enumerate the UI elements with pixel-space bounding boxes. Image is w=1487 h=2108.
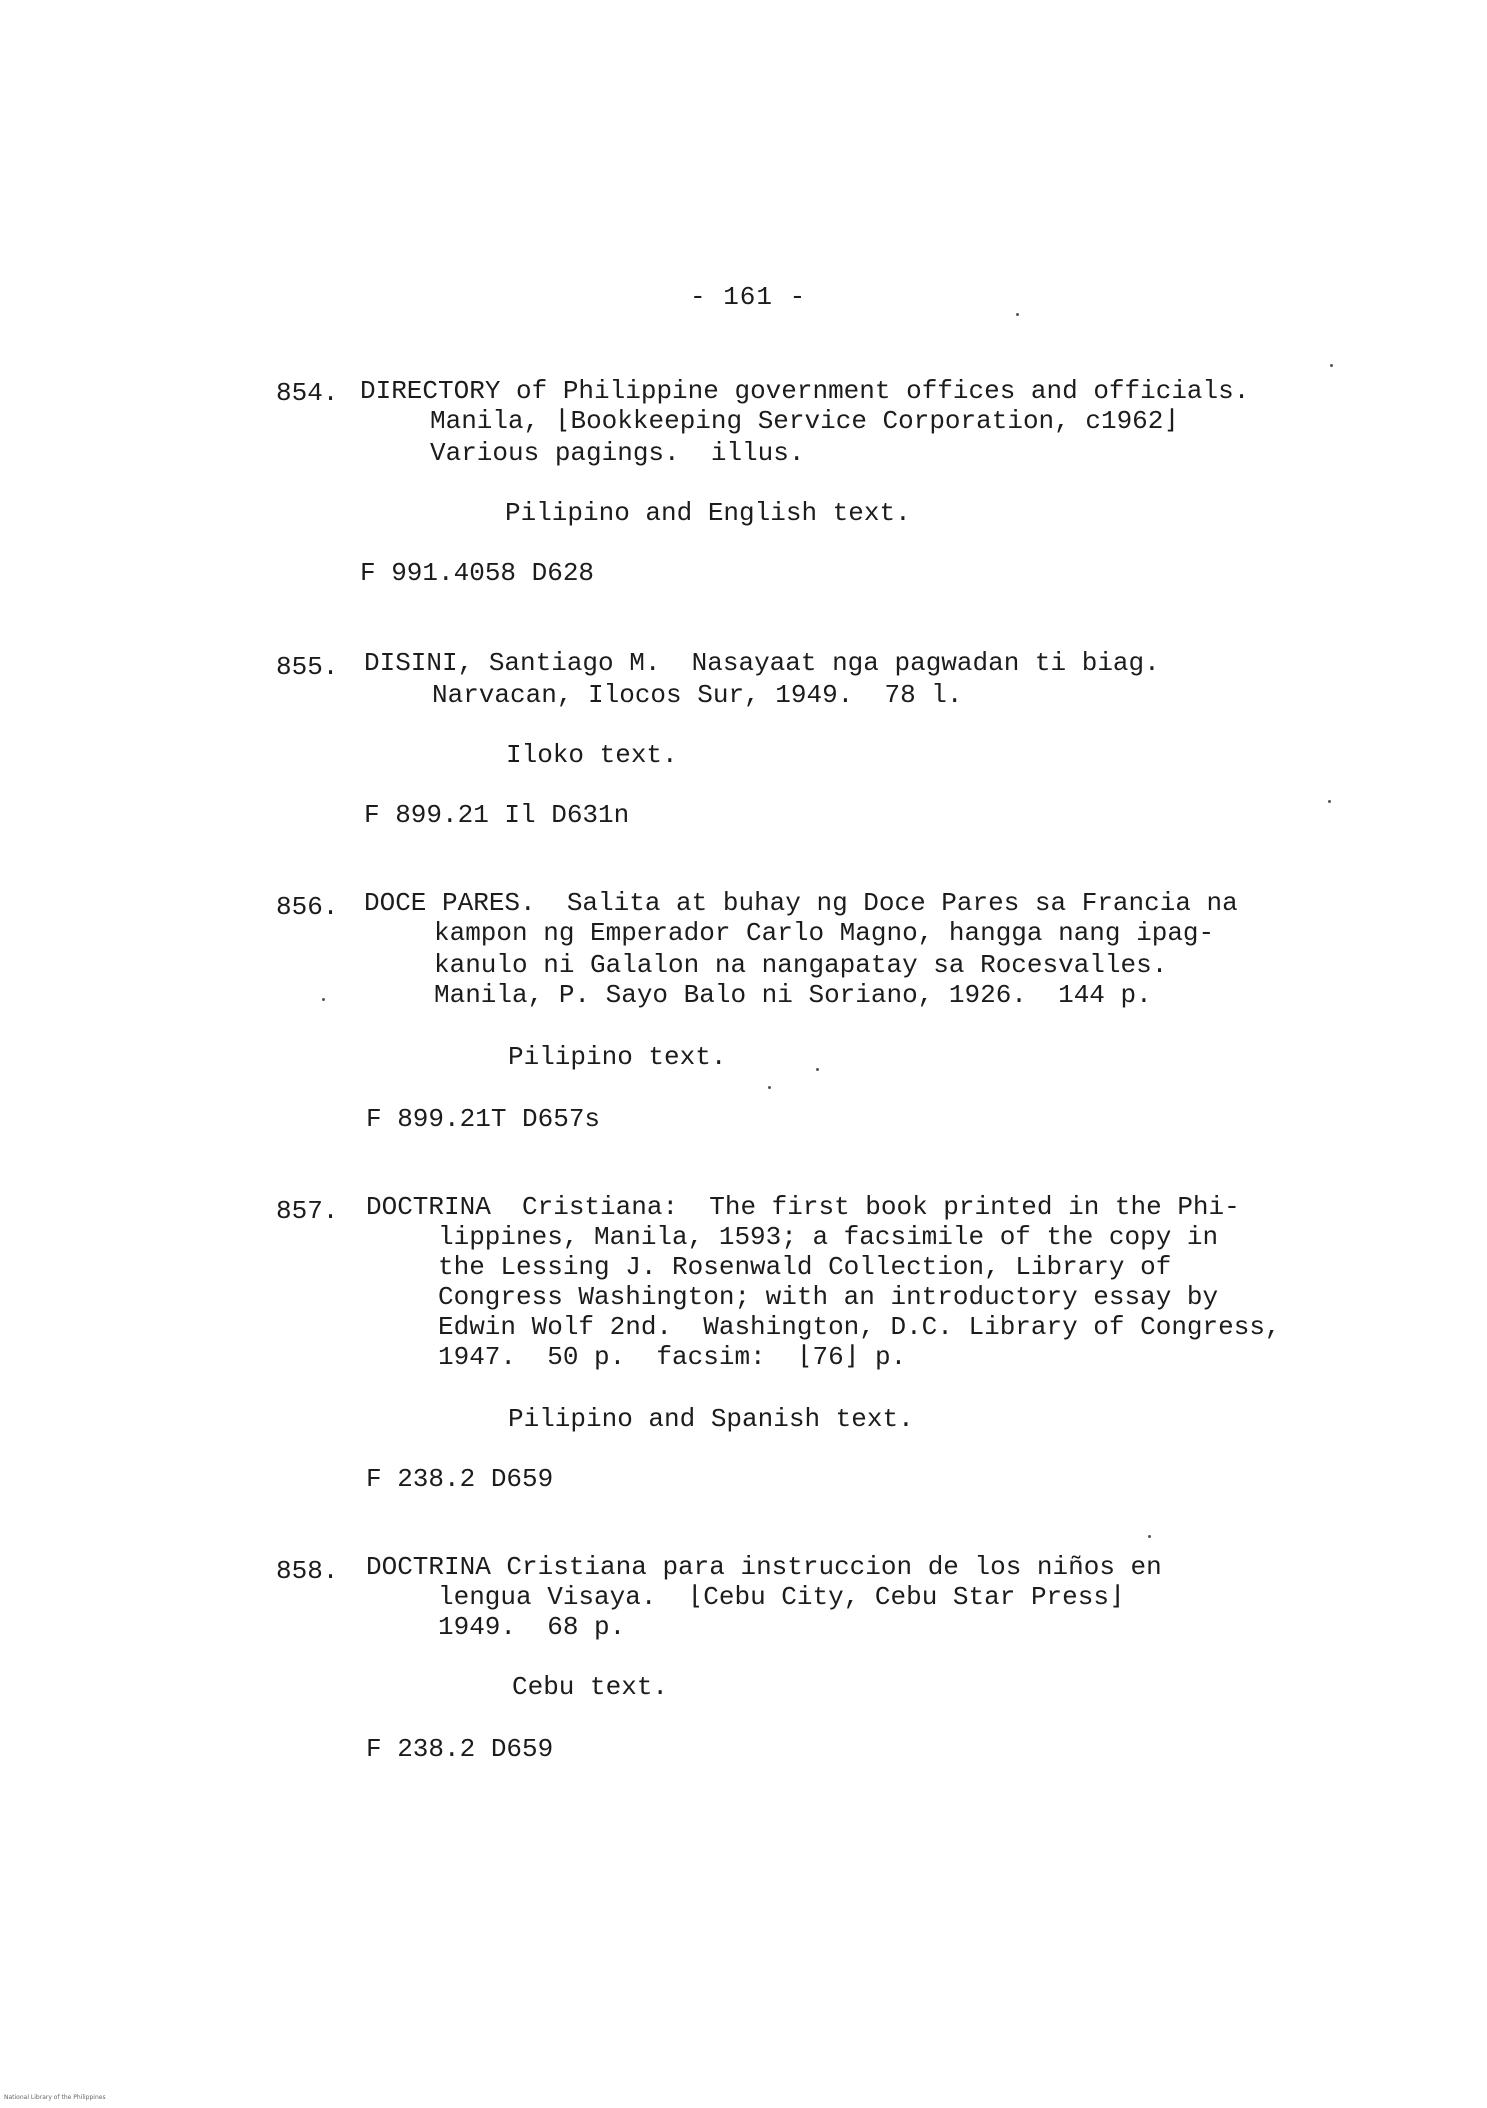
scan-speck [816, 1068, 819, 1071]
entry-line: the Lessing J. Rosenwald Collection, Library of [438, 1252, 1172, 1282]
entry-number: 856. [276, 892, 339, 922]
entry-line: Narvacan, Ilocos Sur, 1949. 78 l. [432, 680, 963, 710]
entry-number: 858. [276, 1556, 339, 1586]
entry-line: Various pagings. illus. [430, 438, 805, 468]
language-note: Cebu text. [512, 1672, 669, 1702]
entry-line: DOCTRINA Cristiana para instruccion de los niños en [366, 1552, 1162, 1582]
language-note: Iloko text. [506, 740, 678, 770]
entry-line: kanulo ni Galalon na nangapatay sa Rocesvalles. [434, 950, 1168, 980]
language-note: Pilipino and Spanish text. [508, 1404, 914, 1434]
entry-number: 857. [276, 1196, 339, 1226]
entry-line: Edwin Wolf 2nd. Washington, D.C. Library of Congress, [438, 1312, 1281, 1342]
entry-line: DIRECTORY of Philippine government offices and officials. [360, 376, 1250, 406]
entry-line: lippines, Manila, 1593; a facsimile of the copy in [438, 1222, 1219, 1252]
call-number: F 899.21 Il D631n [364, 800, 630, 830]
language-note: Pilipino text. [508, 1042, 727, 1072]
entry-number: 855. [276, 652, 339, 682]
entry-line: Congress Washington; with an introductory essay by [438, 1282, 1219, 1312]
scan-speck [1328, 800, 1331, 803]
call-number: F 991.4058 D628 [360, 558, 595, 588]
language-note: Pilipino and English text. [505, 498, 911, 528]
scan-speck [1330, 364, 1333, 367]
call-number: F 238.2 D659 [366, 1734, 554, 1764]
footer-text: National Library of the Philippines [4, 2094, 106, 2101]
page-number: - 161 - [690, 282, 807, 312]
scan-speck [768, 1086, 771, 1089]
scan-speck [1016, 313, 1019, 316]
entry-number: 854. [276, 378, 339, 408]
entry-line: kampon ng Emperador Carlo Magno, hangga nang ipag- [434, 918, 1215, 948]
call-number: F 899.21T D657s [366, 1104, 601, 1134]
entry-line: DOCE PARES. Salita at buhay ng Doce Pares sa Francia na [364, 888, 1238, 918]
scan-speck [322, 998, 325, 1001]
entry-line: Manila, ⌊Bookkeeping Service Corporation, c1962⌋ [430, 406, 1180, 436]
scan-speck [1148, 1535, 1151, 1538]
entry-line: DISINI, Santiago M. Nasayaat nga pagwadan ti biag. [364, 648, 1160, 678]
entry-line: lengua Visaya. ⌊Cebu City, Cebu Star Press⌋ [438, 1582, 1125, 1612]
entry-line: DOCTRINA Cristiana: The first book printed in the Phi- [366, 1192, 1240, 1222]
entry-line: 1949. 68 p. [438, 1612, 626, 1642]
call-number: F 238.2 D659 [366, 1464, 554, 1494]
entry-line: Manila, P. Sayo Balo ni Soriano, 1926. 144 p. [434, 980, 1152, 1010]
entry-line: 1947. 50 p. facsim: ⌊76⌋ p. [438, 1342, 907, 1372]
